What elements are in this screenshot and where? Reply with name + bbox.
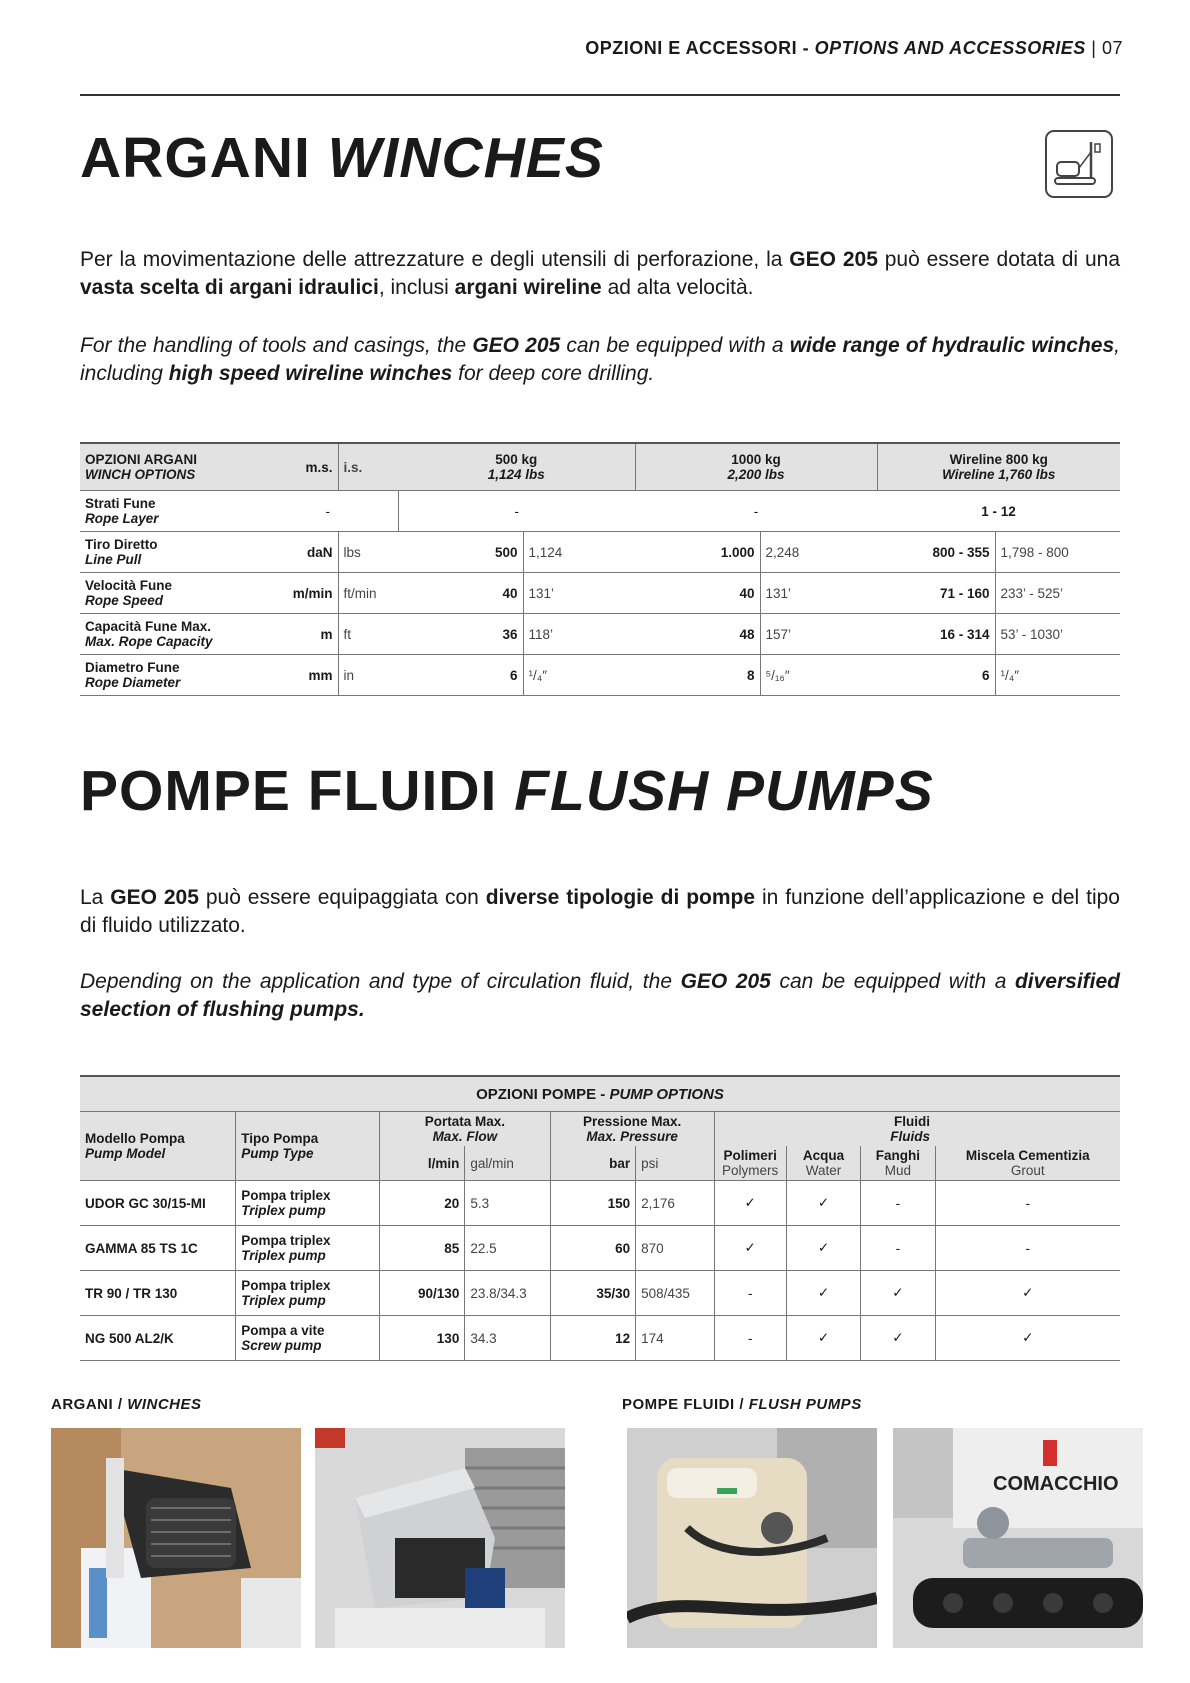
pump-table-subheader: l/min gal/min bar psi Polimeri Polymers Acqua Water Fanghi Mud Miscela Cementizia Grout (80, 1146, 1120, 1181)
winch-options-table (80, 442, 1120, 696)
winches-title-it: ARGANI (80, 126, 311, 190)
pump-photo-2 (893, 1428, 1143, 1648)
winches-title-en: WINCHES (327, 126, 604, 190)
winches-title (80, 125, 604, 191)
pump-row-gamma: GAMMA 85 TS 1C Pompa triplex Triplex pump 85 22.5 60 870 ✓ ✓ - - (80, 1226, 1120, 1271)
winches-caption: ARGANI / WINCHES (51, 1396, 202, 1413)
pumps-title (80, 758, 934, 824)
page-header (585, 38, 1123, 59)
pumps-title-it: POMPE FLUIDI (80, 759, 498, 823)
winch-icon (1045, 130, 1113, 198)
header-section-it: OPZIONI E ACCESSORI (585, 38, 798, 58)
winch-photo-1 (51, 1428, 301, 1648)
page-number: 07 (1101, 38, 1123, 58)
winch-row-rope-speed: Velocità Fune Rope Speed m/min ft/min 40 131’ 40 131’ 71 - 160 233’ - 525’ (80, 573, 1120, 614)
header-rule (80, 94, 1120, 96)
winches-paragraph-it: Per la movimentazione delle attrezzature e degli utensili di perforazione, la GEO 205 può essere dotata di una vasta scelta di argani idraulici, inclusi argani wireline ad alta velocità. (80, 248, 1120, 299)
winch-table-header: OPZIONI ARGANI WINCH OPTIONS m.s. i.s. 500 kg 1,124 lbs 1000 kg 2,200 lbs Wireline 800 kg Wireline 1,760 lbs (80, 443, 1120, 491)
winch-row-rope-layer: Strati Fune Rope Layer - - - 1 - 12 (80, 491, 1120, 532)
pumps-caption: POMPE FLUIDI / FLUSH PUMPS (622, 1396, 862, 1413)
pump-options-table (80, 1075, 1120, 1361)
header-bar: | (1085, 38, 1102, 58)
pumps-paragraph-en: Depending on the application and type of circulation fluid, the GEO 205 can be equipped with a diversified selection of flushing pumps. (80, 970, 1120, 1021)
pump-photo-1 (627, 1428, 877, 1648)
header-section-en: OPTIONS AND ACCESSORIES (814, 38, 1086, 58)
winches-paragraph-en: For the handling of tools and casings, the GEO 205 can be equipped with a wide range of hydraulic winches, including high speed wireline winches for deep core drilling. (80, 334, 1120, 385)
pump-table-header: Modello Pompa Pump Model Tipo Pompa Pump Type Portata Max. Max. Flow Pressione Max. Max. Pressure Fluidi Fluids (80, 1112, 1120, 1147)
pumps-paragraph-it: La GEO 205 può essere equipaggiata con diverse tipologie di pompe in funzione dell’applicazione e del tipo di fluido utilizzato. (80, 886, 1120, 937)
pump-row-udor: UDOR GC 30/15-MI Pompa triplex Triplex pump 20 5.3 150 2,176 ✓ ✓ - - (80, 1181, 1120, 1226)
winch-photo-2 (315, 1428, 565, 1648)
pump-row-tr: TR 90 / TR 130 Pompa triplex Triplex pump 90/130 23.8/34.3 35/30 508/435 - ✓ ✓ ✓ (80, 1271, 1120, 1316)
pump-table-title: OPZIONI POMPE - PUMP OPTIONS (80, 1076, 1120, 1112)
header-separator: - (797, 38, 815, 58)
photo-brand-text: COMACCHIO (993, 1473, 1119, 1495)
winch-row-rope-diameter: Diametro Fune Rope Diameter mm in 6 ¹/₄″ 8 ⁵/₁₆″ 6 ¹/₄″ (80, 655, 1120, 696)
winch-row-rope-capacity: Capacità Fune Max. Max. Rope Capacity m ft 36 118’ 48 157’ 16 - 314 53’ - 1030’ (80, 614, 1120, 655)
winch-row-line-pull: Tiro Diretto Line Pull daN lbs 500 1,124 1.000 2,248 800 - 355 1,798 - 800 (80, 532, 1120, 573)
pumps-title-en: FLUSH PUMPS (514, 759, 934, 823)
pump-row-ng: NG 500 AL2/K Pompa a vite Screw pump 130 34.3 12 174 - ✓ ✓ ✓ (80, 1316, 1120, 1361)
